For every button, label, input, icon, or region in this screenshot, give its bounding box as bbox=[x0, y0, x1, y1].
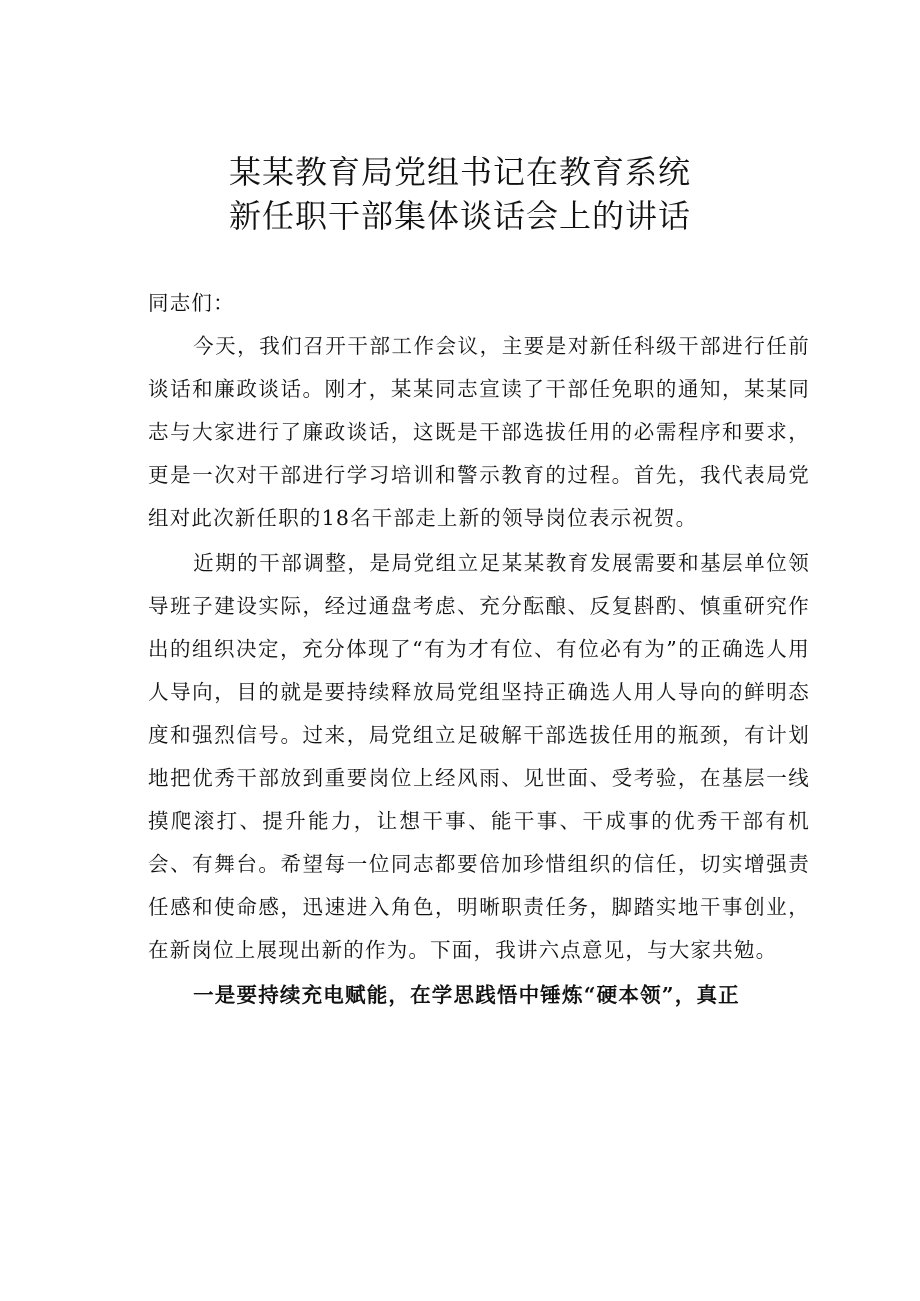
document-title bbox=[140, 150, 780, 238]
paragraph-2: 近期的干部调整，是局党组立足某某教育发展需要和基层单位领导班子建设实际，经过通盘考虑、充分酝酿、反复斟酌、慎重研究作出的组织决定，充分体现了“有为才有位、有位必有为”的正确选人用人导向，目的就是要持续释放局党组坚持正确选人用人导向的鲜明态度和强烈信号。过来，局党组立足破解干部选拔任用的瓶颈，有计划地把优秀干部放到重要岗位上经风雨、见世面、受考验，在基层一线摸爬滚打、提升能力，让想干事、能干事、干成事的优秀干部有机会、有舞台。希望每一位同志都要倍加珍惜组织的信任，切实增强责任感和使命感，迅速进入角色，明晰职责任务，脚踏实地干事创业，在新岗位上展现出新的作为。下面，我讲六点意见，与大家共勉。 bbox=[148, 551, 810, 962]
section-heading-1: 一是要持续充电赋能，在学思践悟中锤炼“硬本领”，真正 bbox=[193, 983, 740, 1007]
document-body bbox=[148, 282, 810, 1017]
salutation: 同志们： bbox=[148, 291, 235, 315]
title-line-1: 某某教育局党组书记在教育系统 bbox=[228, 153, 691, 191]
paragraph-1: 今天，我们召开干部工作会议，主要是对新任科级干部进行任前谈话和廉政谈话。刚才，某某同志宣读了干部任免职的通知，某某同志与大家进行了廉政谈话，这既是干部选拔任用的必需程序和要求，更是一次对干部进行学习培训和警示教育的过程。首先，我代表局党组对此次新任职的18名干部走上新的领导岗位表示祝贺。 bbox=[148, 334, 810, 530]
title-line-2: 新任职干部集体谈话会上的讲话 bbox=[228, 197, 691, 235]
